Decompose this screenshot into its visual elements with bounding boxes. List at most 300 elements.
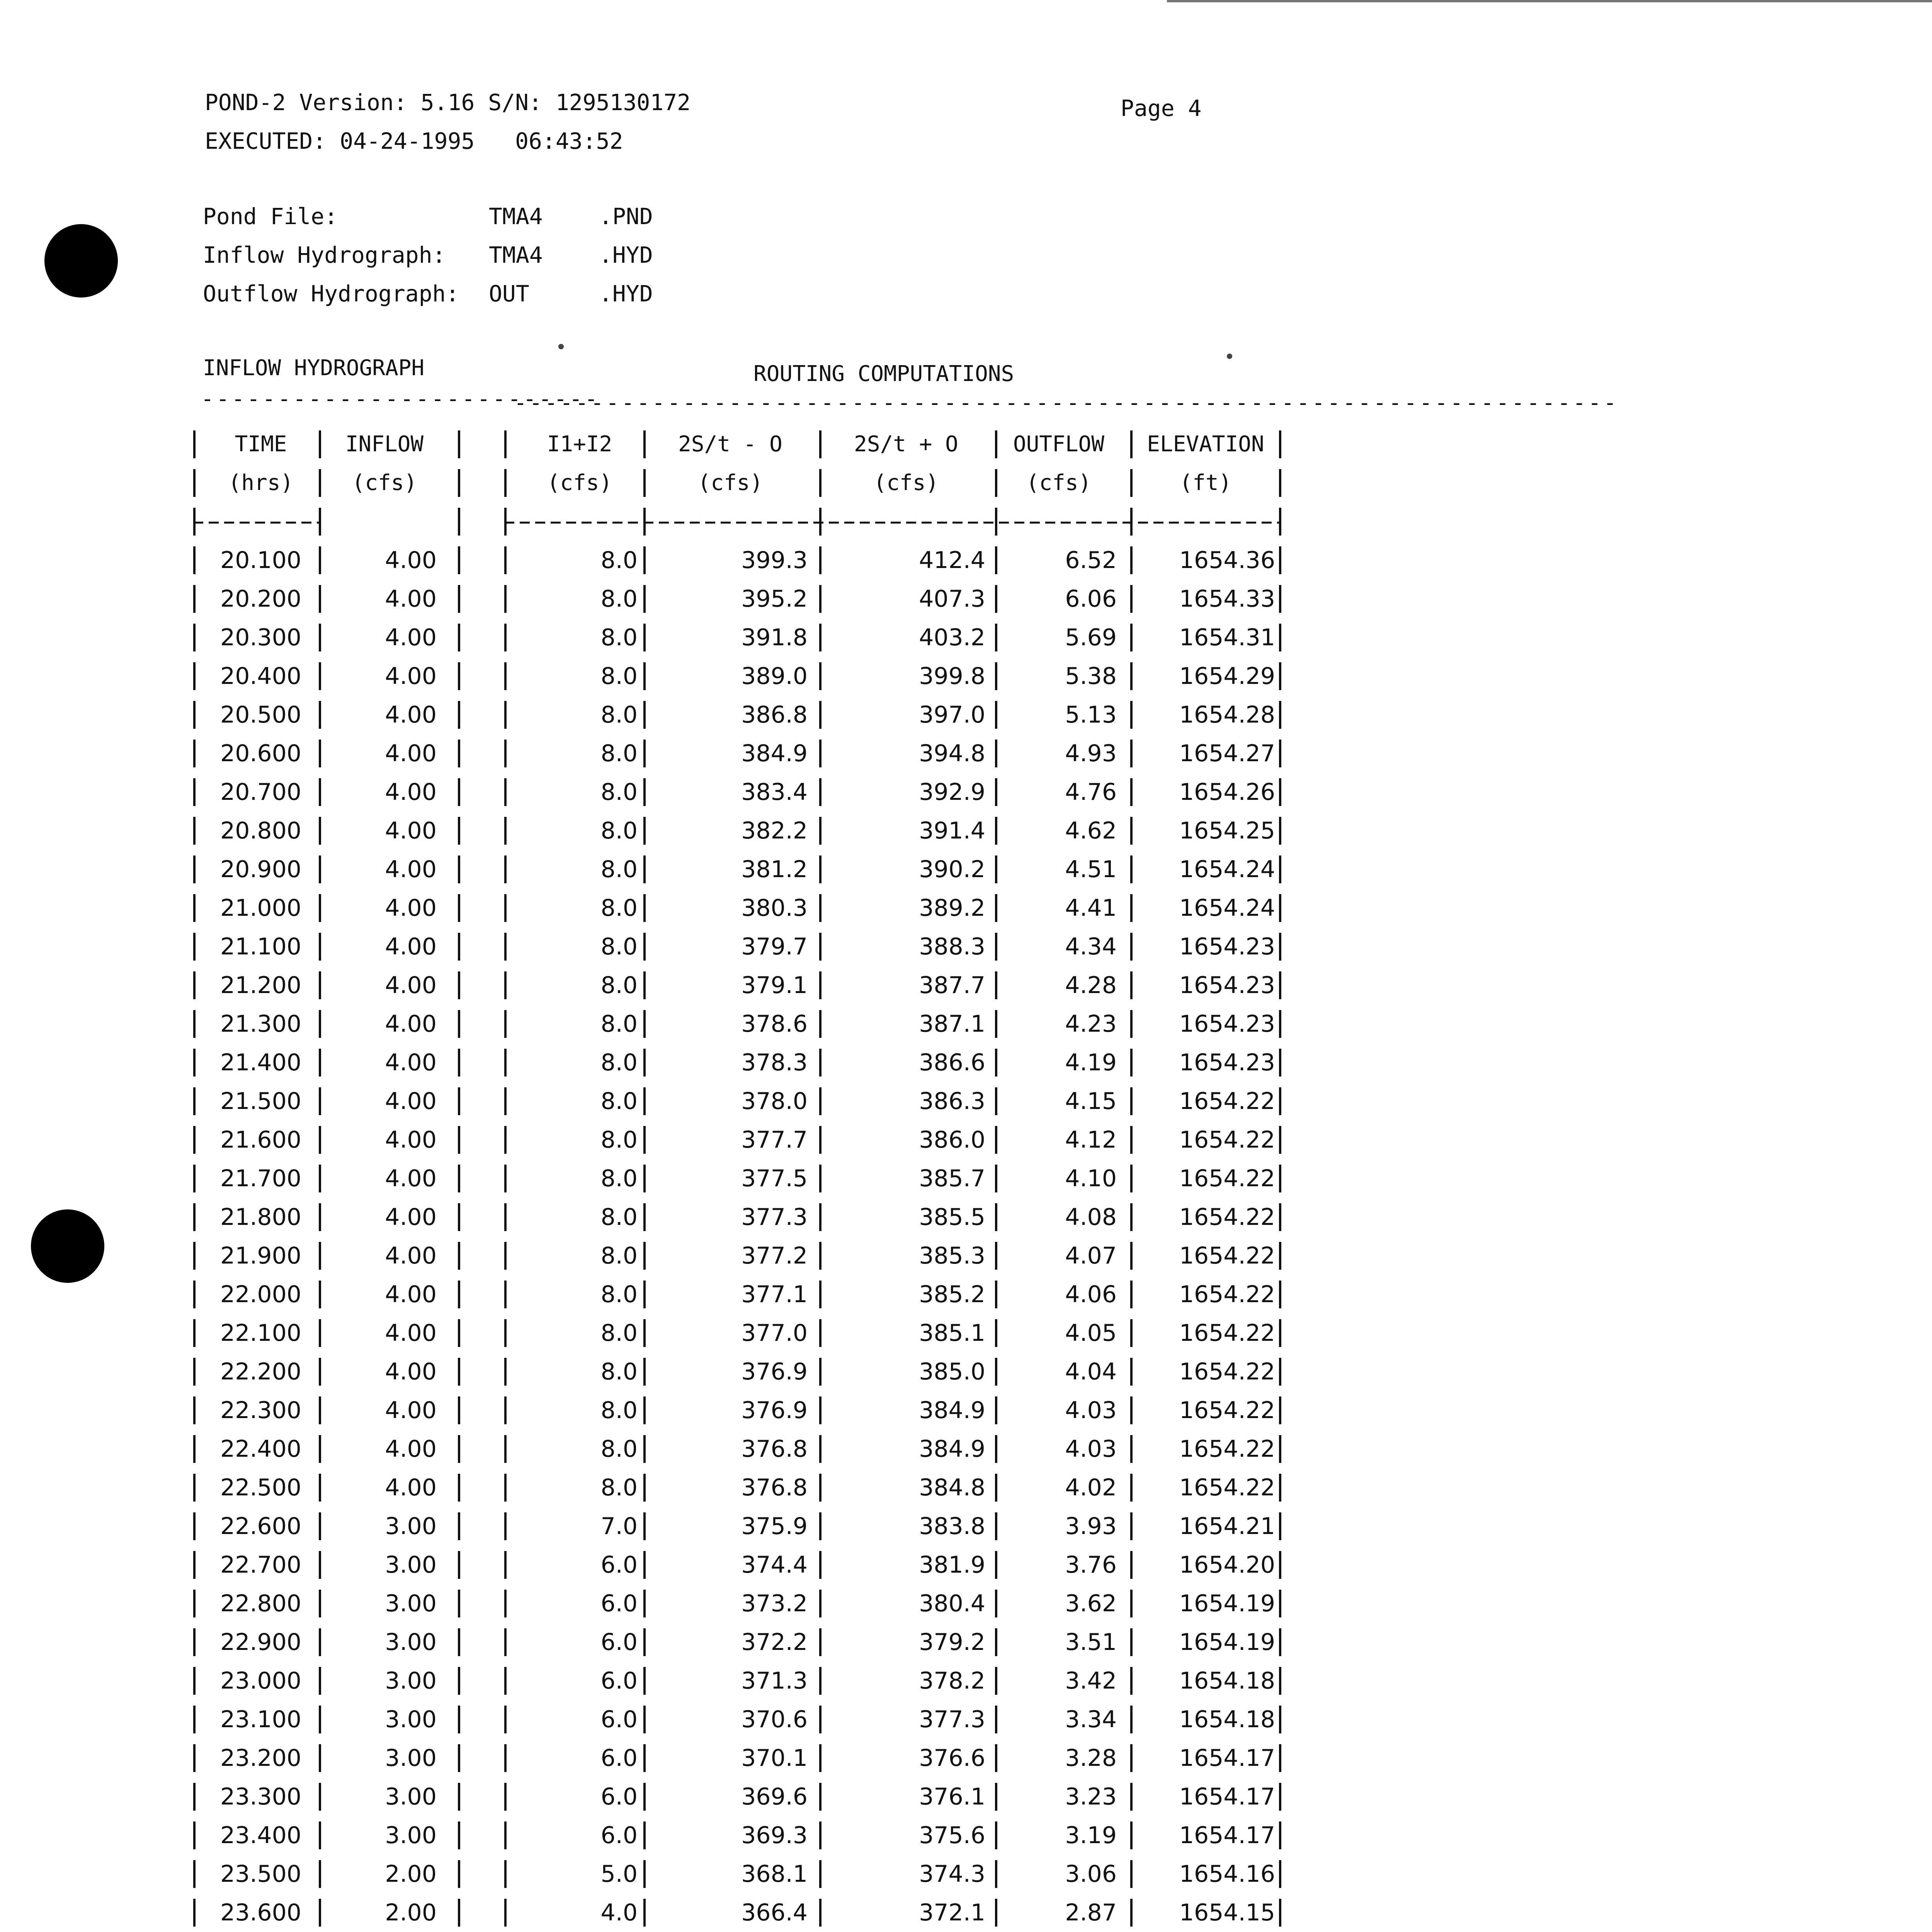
column-divider — [504, 1165, 507, 1192]
column-divider — [643, 430, 646, 458]
cell-i1-i2: 8.0 — [600, 1320, 638, 1347]
column-divider — [193, 1590, 196, 1617]
cell-i1-i2: 8.0 — [600, 1435, 638, 1463]
column-divider — [319, 1126, 321, 1154]
column-divider — [193, 1242, 196, 1270]
cell-i1-i2: 7.0 — [600, 1513, 638, 1540]
column-divider — [319, 1667, 321, 1695]
cell-outflow: 4.08 — [1065, 1204, 1117, 1231]
column-divider — [995, 1319, 997, 1347]
unit-outflow: (cfs) — [1026, 470, 1092, 495]
column-divider — [819, 1281, 821, 1308]
cell-elevation: 1654.22 — [1179, 1358, 1275, 1385]
column-divider — [504, 1512, 507, 1540]
column-divider — [819, 1667, 821, 1695]
cell-elevation: 1654.18 — [1179, 1667, 1275, 1694]
cell-elevation: 1654.22 — [1179, 1088, 1275, 1115]
column-divider — [504, 1087, 507, 1115]
column-divider — [1130, 1165, 1133, 1192]
cell-2st-minus-o: 379.1 — [741, 972, 808, 999]
cell-elevation: 1654.24 — [1179, 856, 1275, 883]
cell-2st-minus-o: 377.3 — [741, 1204, 808, 1231]
column-divider — [319, 1358, 321, 1386]
column-divider — [1130, 855, 1133, 883]
cell-i1-i2: 6.0 — [600, 1551, 638, 1578]
column-divider — [819, 1899, 821, 1927]
file-name-outflow: OUT — [489, 281, 529, 307]
column-divider — [643, 1281, 646, 1308]
column-divider — [193, 817, 196, 845]
column-divider — [995, 1512, 997, 1540]
column-divider — [995, 701, 997, 729]
column-divider — [458, 1783, 460, 1811]
column-divider — [319, 1512, 321, 1540]
unit-time: (hrs) — [228, 470, 294, 495]
cell-i1-i2: 8.0 — [600, 1242, 638, 1269]
cell-i1-i2: 8.0 — [600, 779, 638, 806]
column-divider — [504, 1203, 507, 1231]
column-divider — [1130, 1126, 1133, 1154]
cell-time: 22.400 — [220, 1435, 301, 1463]
column-divider — [504, 1126, 507, 1154]
column-divider — [643, 1126, 646, 1154]
cell-outflow: 4.07 — [1065, 1242, 1117, 1269]
cell-time: 22.700 — [220, 1551, 301, 1578]
column-divider — [995, 624, 997, 651]
cell-outflow: 4.28 — [1065, 972, 1117, 999]
column-divider — [193, 1628, 196, 1656]
cell-2st-plus-o: 385.3 — [919, 1242, 985, 1269]
column-divider — [1279, 430, 1281, 458]
column-divider — [1279, 971, 1281, 999]
column-divider — [193, 624, 196, 651]
column-divider — [995, 1281, 997, 1308]
cell-outflow: 3.34 — [1065, 1706, 1117, 1733]
column-divider — [458, 855, 460, 883]
column-divider — [995, 1049, 997, 1077]
cell-2st-minus-o: 395.2 — [741, 585, 808, 612]
column-divider — [643, 1821, 646, 1849]
cell-time: 20.800 — [220, 817, 301, 844]
cell-2st-minus-o: 382.2 — [741, 817, 808, 844]
cell-time: 20.200 — [220, 585, 301, 612]
cell-2st-plus-o: 399.8 — [919, 663, 985, 690]
column-divider — [643, 1706, 646, 1733]
cell-time: 20.900 — [220, 856, 301, 883]
column-divider — [193, 585, 196, 613]
column-divider — [995, 662, 997, 690]
column-divider — [643, 1899, 646, 1927]
column-divider — [995, 1358, 997, 1386]
cell-elevation: 1654.22 — [1179, 1320, 1275, 1347]
column-divider — [193, 430, 196, 458]
cell-time: 21.200 — [220, 972, 301, 999]
cell-inflow: 4.00 — [385, 1358, 437, 1385]
cell-2st-minus-o: 378.6 — [741, 1010, 808, 1037]
unit-elevation: (ft) — [1179, 470, 1232, 495]
column-divider — [643, 585, 646, 613]
column-divider — [193, 546, 196, 574]
column-divider — [643, 740, 646, 767]
cell-2st-minus-o: 376.8 — [741, 1474, 808, 1501]
column-divider — [819, 546, 821, 574]
cell-i1-i2: 8.0 — [600, 856, 638, 883]
column-divider — [193, 1203, 196, 1231]
cell-2st-plus-o: 388.3 — [919, 933, 985, 960]
cell-inflow: 3.00 — [385, 1551, 437, 1578]
column-divider — [995, 1821, 997, 1849]
cell-time: 21.100 — [220, 933, 301, 960]
cell-outflow: 4.03 — [1065, 1435, 1117, 1463]
cell-2st-minus-o: 379.7 — [741, 933, 808, 960]
column-divider — [319, 469, 321, 497]
cell-2st-plus-o: 389.2 — [919, 895, 985, 922]
header-elevation: ELEVATION — [1147, 432, 1264, 457]
cell-2st-minus-o: 369.3 — [741, 1822, 808, 1849]
column-divider — [319, 740, 321, 767]
column-divider — [1130, 1010, 1133, 1038]
column-divider — [1130, 1551, 1133, 1579]
column-divider — [319, 508, 321, 536]
cell-2st-plus-o: 384.9 — [919, 1397, 985, 1424]
header-outflow: OUTFLOW — [1013, 432, 1104, 457]
cell-time: 21.700 — [220, 1165, 301, 1192]
column-divider — [319, 1860, 321, 1888]
column-divider — [458, 701, 460, 729]
column-divider — [193, 1396, 196, 1424]
unit-2st-plus-o: (cfs) — [873, 470, 939, 495]
column-divider — [458, 662, 460, 690]
column-divider — [319, 1821, 321, 1849]
column-divider — [643, 662, 646, 690]
cell-2st-minus-o: 371.3 — [741, 1667, 808, 1694]
cell-i1-i2: 8.0 — [600, 1165, 638, 1192]
cell-2st-plus-o: 385.5 — [919, 1204, 985, 1231]
cell-2st-minus-o: 370.1 — [741, 1745, 808, 1772]
cell-2st-plus-o: 385.2 — [919, 1281, 985, 1308]
cell-inflow: 4.00 — [385, 1126, 437, 1153]
column-divider — [319, 430, 321, 458]
unit-i1-i2: (cfs) — [547, 470, 612, 495]
column-divider — [458, 1744, 460, 1772]
column-divider — [458, 1242, 460, 1270]
column-divider — [995, 430, 997, 458]
column-divider — [319, 933, 321, 961]
column-divider — [1130, 1087, 1133, 1115]
column-divider — [1279, 1706, 1281, 1733]
column-divider — [995, 740, 997, 767]
column-divider — [1130, 1667, 1133, 1695]
cell-time: 22.000 — [220, 1281, 301, 1308]
cell-outflow: 4.76 — [1065, 779, 1117, 806]
cell-time: 20.100 — [220, 547, 301, 574]
column-divider — [193, 1860, 196, 1888]
column-divider — [819, 1396, 821, 1424]
cell-inflow: 4.00 — [385, 701, 437, 728]
column-divider — [1279, 817, 1281, 845]
cell-elevation: 1654.25 — [1179, 817, 1275, 844]
cell-2st-minus-o: 376.8 — [741, 1435, 808, 1463]
cell-i1-i2: 6.0 — [600, 1590, 638, 1617]
cell-i1-i2: 8.0 — [600, 585, 638, 612]
cell-2st-plus-o: 385.0 — [919, 1358, 985, 1385]
column-divider — [995, 585, 997, 613]
cell-inflow: 4.00 — [385, 779, 437, 806]
cell-i1-i2: 8.0 — [600, 972, 638, 999]
cell-time: 21.000 — [220, 895, 301, 922]
cell-2st-plus-o: 394.8 — [919, 740, 985, 767]
column-divider — [193, 1319, 196, 1347]
cell-elevation: 1654.17 — [1179, 1822, 1275, 1849]
column-divider — [819, 1358, 821, 1386]
column-divider — [319, 585, 321, 613]
cell-time: 23.100 — [220, 1706, 301, 1733]
column-divider — [458, 1667, 460, 1695]
cell-inflow: 4.00 — [385, 1435, 437, 1463]
cell-2st-minus-o: 391.8 — [741, 624, 808, 651]
cell-i1-i2: 6.0 — [600, 1667, 638, 1694]
column-divider — [819, 817, 821, 845]
column-divider — [193, 855, 196, 883]
cell-2st-plus-o: 386.6 — [919, 1049, 985, 1076]
column-divider — [319, 1551, 321, 1579]
column-divider — [1279, 933, 1281, 961]
column-divider — [819, 1551, 821, 1579]
column-divider — [319, 971, 321, 999]
column-divider — [458, 1396, 460, 1424]
column-divider — [1130, 1474, 1133, 1502]
column-divider — [1279, 1010, 1281, 1038]
column-divider — [458, 1551, 460, 1579]
column-divider — [1279, 740, 1281, 767]
column-divider — [319, 1435, 321, 1463]
column-divider — [504, 1590, 507, 1617]
column-divider — [995, 778, 997, 806]
cell-outflow: 4.10 — [1065, 1165, 1117, 1192]
cell-elevation: 1654.28 — [1179, 701, 1275, 728]
column-divider — [193, 1899, 196, 1927]
column-divider — [1130, 1049, 1133, 1077]
column-divider — [458, 1281, 460, 1308]
column-divider — [1279, 1744, 1281, 1772]
column-divider — [458, 1358, 460, 1386]
cell-2st-plus-o: 386.0 — [919, 1126, 985, 1153]
cell-2st-minus-o: 369.6 — [741, 1783, 808, 1810]
column-divider — [1130, 1435, 1133, 1463]
column-divider — [995, 546, 997, 574]
column-divider — [1279, 1165, 1281, 1192]
column-divider — [643, 1512, 646, 1540]
column-divider — [504, 430, 507, 458]
cell-outflow: 3.42 — [1065, 1667, 1117, 1694]
column-divider — [1130, 778, 1133, 806]
punch-hole-middle — [31, 1209, 104, 1283]
cell-outflow: 4.02 — [1065, 1474, 1117, 1501]
column-divider — [193, 933, 196, 961]
column-divider — [819, 430, 821, 458]
column-divider — [643, 1628, 646, 1656]
column-divider — [458, 624, 460, 651]
column-divider — [819, 1821, 821, 1849]
cell-time: 22.200 — [220, 1358, 301, 1385]
cell-time: 21.500 — [220, 1088, 301, 1115]
cell-elevation: 1654.23 — [1179, 1010, 1275, 1037]
column-divider — [193, 1706, 196, 1733]
cell-time: 20.300 — [220, 624, 301, 651]
cell-2st-minus-o: 386.8 — [741, 701, 808, 728]
column-divider — [319, 1783, 321, 1811]
column-divider — [458, 1203, 460, 1231]
cell-2st-plus-o: 385.7 — [919, 1165, 985, 1192]
cell-outflow: 4.06 — [1065, 1281, 1117, 1308]
column-divider — [1130, 1860, 1133, 1888]
file-label-inflow: Inflow Hydrograph: — [203, 242, 446, 268]
cell-inflow: 4.00 — [385, 972, 437, 999]
cell-inflow: 4.00 — [385, 624, 437, 651]
column-divider — [193, 1281, 196, 1308]
column-divider — [995, 1590, 997, 1617]
cell-elevation: 1654.36 — [1179, 547, 1275, 574]
column-divider — [319, 1281, 321, 1308]
cell-inflow: 4.00 — [385, 1242, 437, 1269]
cell-time: 22.600 — [220, 1513, 301, 1540]
cell-2st-minus-o: 389.0 — [741, 663, 808, 690]
cell-outflow: 4.93 — [1065, 740, 1117, 767]
cell-elevation: 1654.22 — [1179, 1204, 1275, 1231]
column-divider — [1130, 469, 1133, 497]
cell-inflow: 4.00 — [385, 547, 437, 574]
cell-i1-i2: 8.0 — [600, 895, 638, 922]
column-divider — [1279, 1474, 1281, 1502]
cell-inflow: 4.00 — [385, 740, 437, 767]
cell-outflow: 3.93 — [1065, 1513, 1117, 1540]
column-divider — [819, 1512, 821, 1540]
column-divider — [319, 817, 321, 845]
cell-outflow: 3.06 — [1065, 1861, 1117, 1888]
column-divider — [458, 508, 460, 536]
cell-2st-plus-o: 381.9 — [919, 1551, 985, 1578]
cell-elevation: 1654.26 — [1179, 779, 1275, 806]
cell-outflow: 5.13 — [1065, 701, 1117, 728]
cell-2st-minus-o: 377.7 — [741, 1126, 808, 1153]
column-divider — [1130, 1706, 1133, 1733]
column-divider — [819, 1126, 821, 1154]
column-divider — [819, 1203, 821, 1231]
column-divider — [504, 1358, 507, 1386]
cell-elevation: 1654.23 — [1179, 972, 1275, 999]
cell-i1-i2: 8.0 — [600, 1088, 638, 1115]
cell-time: 21.600 — [220, 1126, 301, 1153]
column-divider — [1130, 701, 1133, 729]
inflow-hydrograph-title: INFLOW HYDROGRAPH — [203, 355, 425, 381]
column-divider — [458, 546, 460, 574]
column-divider — [458, 1319, 460, 1347]
cell-2st-minus-o: 378.3 — [741, 1049, 808, 1076]
column-divider — [504, 1319, 507, 1347]
column-divider — [193, 1551, 196, 1579]
header-2st-plus-o: 2S/t + O — [854, 432, 958, 457]
column-divider — [643, 817, 646, 845]
column-divider — [819, 1435, 821, 1463]
column-divider — [643, 1242, 646, 1270]
cell-elevation: 1654.16 — [1179, 1861, 1275, 1888]
cell-outflow: 4.41 — [1065, 895, 1117, 922]
column-divider — [643, 1783, 646, 1811]
column-divider — [643, 894, 646, 922]
cell-2st-minus-o: 383.4 — [741, 779, 808, 806]
column-divider — [319, 1899, 321, 1927]
column-divider — [319, 855, 321, 883]
cell-elevation: 1654.23 — [1179, 933, 1275, 960]
cell-elevation: 1654.17 — [1179, 1745, 1275, 1772]
cell-2st-minus-o: 377.2 — [741, 1242, 808, 1269]
column-divider — [319, 1049, 321, 1077]
column-divider — [995, 1783, 997, 1811]
cell-outflow: 3.23 — [1065, 1783, 1117, 1810]
cell-inflow: 3.00 — [385, 1667, 437, 1694]
cell-elevation: 1654.17 — [1179, 1783, 1275, 1810]
column-divider — [319, 1744, 321, 1772]
cell-outflow: 3.19 — [1065, 1822, 1117, 1849]
file-ext-inflow: .HYD — [599, 242, 653, 268]
cell-inflow: 3.00 — [385, 1590, 437, 1617]
cell-inflow: 3.00 — [385, 1745, 437, 1772]
cell-outflow: 4.34 — [1065, 933, 1117, 960]
column-divider — [504, 1242, 507, 1270]
header-separator-dashes — [504, 522, 1279, 524]
cell-inflow: 4.00 — [385, 1281, 437, 1308]
column-divider — [819, 585, 821, 613]
column-divider — [319, 1319, 321, 1347]
cell-elevation: 1654.22 — [1179, 1474, 1275, 1501]
cell-outflow: 4.51 — [1065, 856, 1117, 883]
column-divider — [319, 1165, 321, 1192]
column-divider — [458, 1165, 460, 1192]
column-divider — [193, 1049, 196, 1077]
column-divider — [193, 1087, 196, 1115]
cell-2st-minus-o: 380.3 — [741, 895, 808, 922]
cell-time: 20.500 — [220, 701, 301, 728]
column-divider — [1279, 1203, 1281, 1231]
column-divider — [1130, 817, 1133, 845]
column-divider — [1130, 1821, 1133, 1849]
cell-2st-minus-o: 399.3 — [741, 547, 808, 574]
column-divider — [1279, 546, 1281, 574]
cell-outflow: 5.69 — [1065, 624, 1117, 651]
cell-i1-i2: 8.0 — [600, 1049, 638, 1076]
column-divider — [319, 1474, 321, 1502]
column-divider — [1279, 508, 1281, 536]
column-divider — [643, 1049, 646, 1077]
column-divider — [1130, 546, 1133, 574]
routing-top-dash-rule: ------------------------------------------------------------------------ — [514, 390, 1619, 415]
cell-i1-i2: 6.0 — [600, 1629, 638, 1656]
column-divider — [319, 546, 321, 574]
column-divider — [504, 894, 507, 922]
column-divider — [995, 1087, 997, 1115]
column-divider — [504, 740, 507, 767]
header-time: TIME — [235, 432, 287, 457]
column-divider — [504, 1049, 507, 1077]
cell-2st-plus-o: 384.9 — [919, 1435, 985, 1463]
cell-elevation: 1654.19 — [1179, 1629, 1275, 1656]
column-divider — [643, 1087, 646, 1115]
column-divider — [1279, 624, 1281, 651]
column-divider — [643, 1590, 646, 1617]
cell-i1-i2: 4.0 — [600, 1899, 638, 1926]
cell-outflow: 4.03 — [1065, 1397, 1117, 1424]
column-divider — [193, 1165, 196, 1192]
